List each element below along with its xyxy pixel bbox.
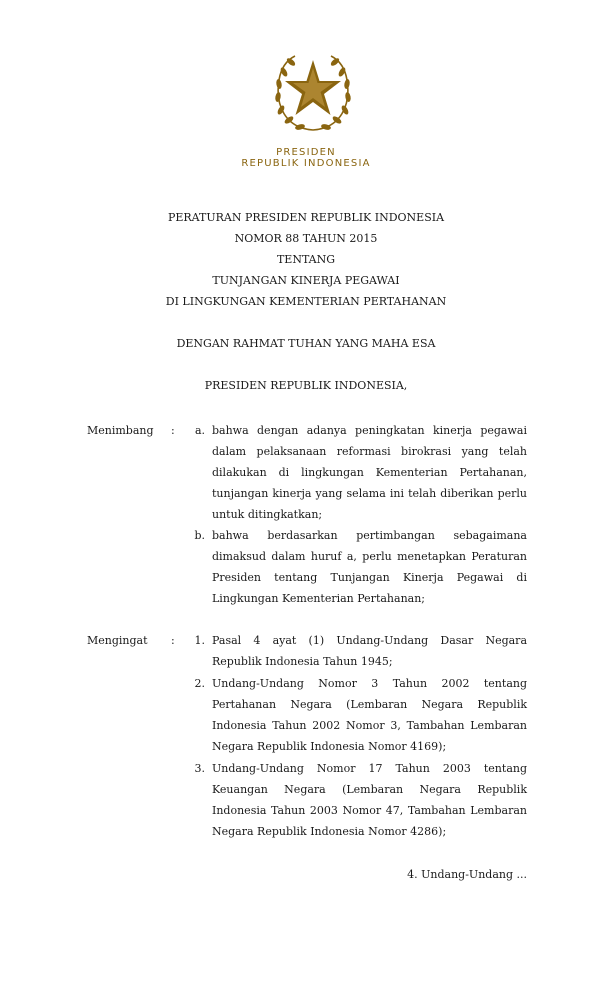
menimbang-item-a: bahwa dengan adanya peningkatan kinerja pegawai dalam pelaksanaan reformasi birokrasi yang telah dilakukan di lingkungan Kementerian Pertahanan, tunjangan kinerja yang selama ini telah diberikan perlu untuk ditingkatkan; xyxy=(212,424,527,521)
mengingat-marker-3: 3. xyxy=(194,762,205,775)
mengingat-label: Mengingat xyxy=(87,634,148,647)
mengingat-item-1: Pasal 4 ayat (1) Undang-Undang Dasar Negara Republik Indonesia Tahun 1945; xyxy=(212,634,527,668)
preamble-rahmat: DENGAN RAHMAT TUHAN YANG MAHA ESA xyxy=(176,337,436,350)
mengingat-item-3: Undang-Undang Nomor 17 Tahun 2003 tentang Keuangan Negara (Lembaran Negara Republik Indonesia Tahun 2003 Nomor 47, Tambahan Lembaran Negara Republik Indonesia Nomor 4286); xyxy=(212,762,527,838)
title-subject-line2: DI LINGKUNGAN KEMENTERIAN PERTAHANAN xyxy=(165,295,447,308)
title-subject-line1: TUNJANGAN KINERJA PEGAWAI xyxy=(212,274,400,287)
presidential-emblem-icon xyxy=(269,50,357,134)
mengingat-item-2: Undang-Undang Nomor 3 Tahun 2002 tentang Pertahanan Negara (Lembaran Negara Republik Indonesia Tahun 2002 Nomor 3, Tambahan Lembaran Negara Republik Indonesia Nomor 4169); xyxy=(212,677,527,753)
title-number: NOMOR 88 TAHUN 2015 xyxy=(234,232,378,245)
title-regulation-type: PERATURAN PRESIDEN REPUBLIK INDONESIA xyxy=(167,211,445,224)
title-tentang: TENTANG xyxy=(276,253,336,266)
menimbang-label: Menimbang xyxy=(87,424,154,437)
mengingat-marker-1: 1. xyxy=(194,634,205,647)
menimbang-marker-b: b. xyxy=(194,529,205,542)
mengingat-colon: : xyxy=(171,634,175,647)
menimbang-marker-a: a. xyxy=(194,424,205,437)
issuer-line-republik: REPUBLIK INDONESIA xyxy=(241,158,371,169)
menimbang-colon: : xyxy=(171,424,175,437)
preamble-presiden: PRESIDEN REPUBLIK INDONESIA, xyxy=(204,379,408,392)
mengingat-marker-2: 2. xyxy=(194,677,205,690)
page-catchword: 4. Undang-Undang ... xyxy=(407,868,527,881)
issuer-line-presiden: PRESIDEN xyxy=(276,147,336,158)
menimbang-item-b: bahwa berdasarkan pertimbangan sebagaimana dimaksud dalam huruf a, perlu menetapkan Peraturan Presiden tentang Tunjangan Kinerja Pegawai di Lingkungan Kementerian Pertahanan; xyxy=(212,529,527,605)
